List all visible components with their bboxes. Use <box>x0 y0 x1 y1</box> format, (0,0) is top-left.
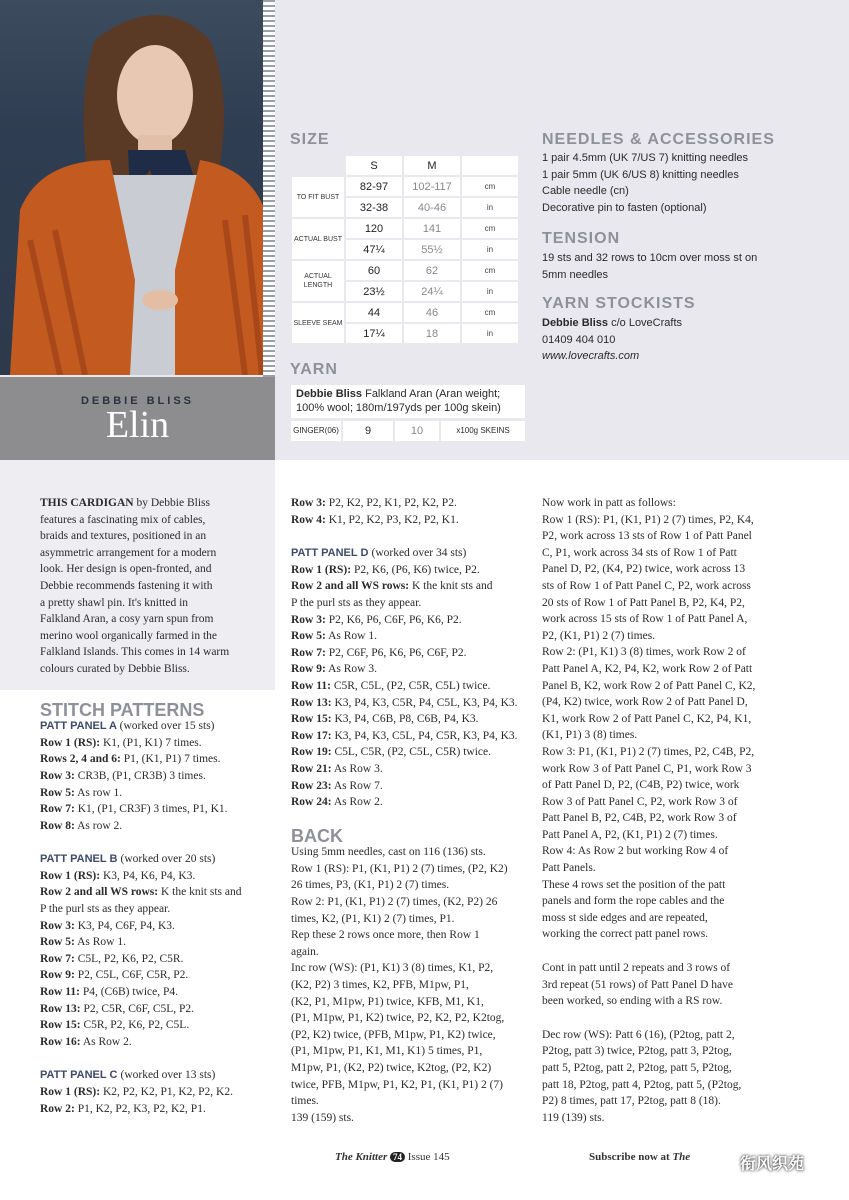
intro-line: look. Her design is open-fronted, and <box>40 563 212 576</box>
back-line: Inc row (WS): (P1, K1) 3 (8) times, K1, P2, <box>291 962 494 975</box>
pattern-row <box>40 1034 265 1051</box>
row-text: K3, P4, K6, P4, K3. <box>102 869 196 882</box>
back-line: twice, PFB, M1pw, P1, K2, P1, (K1, P1) 2 (7) <box>291 1078 504 1091</box>
row-text: K1, P2, K2, P3, K2, P2, K1. <box>328 513 459 526</box>
row-text: P1, (K1, P1) 7 times. <box>123 753 221 766</box>
row-label: Row 1 (RS): <box>40 736 101 749</box>
text-line: patt 5, P2tog, patt 2, P2tog, patt 5, P2tog, <box>542 1062 732 1074</box>
pattern-row <box>40 967 265 984</box>
text-line: work across 15 sts of Row 1 of Patt Panel A, <box>542 613 748 626</box>
text-line: Patt Panels. <box>542 862 596 875</box>
row-text: As Row 2. <box>333 796 383 809</box>
pattern-row <box>291 711 526 728</box>
panel-a-title <box>40 718 265 735</box>
size-table <box>290 154 520 345</box>
back-line: Row 2: P1, (K1, P1) 2 (7) times, (K2, P2) 26 <box>291 896 498 909</box>
tension-heading: TENSION <box>542 230 621 247</box>
text-line: working the correct patt panel rows. <box>542 928 709 941</box>
pattern-row <box>40 934 265 951</box>
text-line: C, P1, work across 34 sts of Row 1 of Patt <box>542 546 737 559</box>
text-line: panels and form the rope cables and the <box>542 895 725 908</box>
row-label: Row 15: <box>40 1019 81 1032</box>
row-text: P the purl sts as they appear. <box>291 596 422 609</box>
back-line: again. <box>291 945 319 958</box>
row-label: Row 5: <box>40 786 75 799</box>
text-line: Now work in patt as follows: <box>542 497 676 509</box>
row-text: K1, (P1, K1) 7 times. <box>102 736 202 749</box>
pattern-row <box>291 744 526 761</box>
pattern-row <box>291 761 526 778</box>
table-row <box>292 303 518 322</box>
row-label: Row 3: <box>291 497 326 509</box>
issue-number: Issue 145 <box>407 1151 450 1163</box>
text-line: (K1, P1) 3 (8) times. <box>542 729 638 742</box>
unit: cm <box>462 261 518 280</box>
back-line: (K2, P1, M1pw, P1) twice, KFB, M1, K1, <box>291 995 484 1008</box>
row-text: K2, P2, K2, P1, K2, P2, K2. <box>102 1086 233 1098</box>
intro-line: a pretty shawl pin. It's knitted in <box>40 596 189 609</box>
row-text: C5L, P2, K6, P2, C5R. <box>77 952 184 965</box>
row-label: Row 1 (RS): <box>40 1086 101 1098</box>
row-label: ACTUAL BUST <box>292 219 344 259</box>
row-label: Row 2 and all WS rows: <box>40 886 159 899</box>
text-line: Row 1 (RS): P1, (K1, P1) 2 (7) times, P2, K4, <box>542 513 754 526</box>
row-text: P1, K2, P2, K3, P2, K2, P1. <box>77 1102 206 1115</box>
row-label: Row 24: <box>291 796 332 809</box>
footer-subscribe <box>589 1151 690 1163</box>
back-line: times, K2, (P1, K1) 2 (7) times, P1. <box>291 912 455 925</box>
row-text: As Row 1. <box>328 630 377 643</box>
value-s: 17¼ <box>346 324 402 343</box>
row-label: Row 17: <box>291 729 332 742</box>
row-text: As Row 2. <box>82 1035 132 1048</box>
yarn-description <box>291 385 525 418</box>
size-col-m: M <box>404 156 460 175</box>
row-label: Row 8: <box>40 819 75 832</box>
back-line: 26 times, P3, (K1, P1) 2 (7) times. <box>291 879 450 892</box>
row-text: K the knit sts and <box>161 886 242 899</box>
row-label: Row 21: <box>291 762 332 775</box>
text-line: Panel B, K2, work Row 2 of Patt Panel C, K2, <box>542 679 756 692</box>
pattern-row <box>40 1017 265 1034</box>
table-row <box>292 261 518 280</box>
column-2 <box>291 495 526 1126</box>
row-label: Row 13: <box>40 1002 81 1015</box>
model-photo <box>0 0 273 375</box>
text-line: K1, work Row 2 of Patt Panel C, K2, P4, K1, <box>542 712 752 725</box>
pattern-row <box>40 868 265 885</box>
pattern-row <box>40 1001 265 1018</box>
magazine-name: The Knitter <box>335 1151 388 1163</box>
pattern-row <box>291 794 526 811</box>
row-text: P2, K6, (P6, K6) twice, P2. <box>353 563 480 576</box>
back-line: Using 5mm needles, cast on 116 (136) sts. <box>291 846 486 859</box>
pattern-row <box>40 884 265 901</box>
intro-line: features a fascinating mix of cables, <box>40 513 206 526</box>
unit: in <box>462 324 518 343</box>
value-m: 24¼ <box>404 282 460 301</box>
row-label: Row 15: <box>291 713 332 726</box>
value-s: 120 <box>346 219 402 238</box>
model-illustration <box>0 0 273 375</box>
text-line: of Patt Panel D, P2, (C4B, P2) twice, work <box>542 779 740 792</box>
pattern-row <box>40 918 265 935</box>
row-label: Row 19: <box>291 746 332 759</box>
subscribe-site: The <box>672 1151 691 1163</box>
panel-title: PATT PANEL A <box>40 720 117 733</box>
footer-magazine <box>335 1151 450 1163</box>
value-m: 18 <box>404 324 460 343</box>
pattern-row <box>40 901 265 918</box>
pattern-row <box>291 628 526 645</box>
row-text: C5R, P2, K6, P2, C5L. <box>83 1019 190 1032</box>
stitch-patterns-heading: STITCH PATTERNS <box>40 699 205 720</box>
needles-line: Cable needle (cn) <box>542 185 629 197</box>
panel-note: (worked over 13 sts) <box>120 1069 216 1082</box>
panel-note: (worked over 34 sts) <box>371 547 467 560</box>
panel-title: PATT PANEL B <box>40 853 118 866</box>
back-line: times. <box>291 1095 319 1108</box>
subscribe-text: Subscribe now at <box>589 1151 670 1163</box>
back-line: 139 (159) sts. <box>291 1111 354 1124</box>
panel-d-title <box>291 545 526 562</box>
row-label: ACTUAL LENGTH <box>292 261 344 301</box>
value-m: 40-46 <box>404 198 460 217</box>
tension-text: 19 sts and 32 rows to 10cm over moss st on 5mm needles <box>542 252 758 281</box>
row-label: Row 3: <box>40 769 75 782</box>
value-m: 46 <box>404 303 460 322</box>
row-label: Row 4: <box>291 513 326 526</box>
column-3 <box>542 495 782 1126</box>
value-m: 62 <box>404 261 460 280</box>
pattern-row <box>291 695 526 712</box>
value-s: 23½ <box>346 282 402 301</box>
row-text: K3, P4, C6F, P4, K3. <box>77 919 175 932</box>
row-text: K3, P4, C6B, P8, C6B, P4, K3. <box>334 713 479 726</box>
row-label: Row 23: <box>291 779 332 792</box>
back-line: Row 1 (RS): P1, (K1, P1) 2 (7) times, (P2, K2) <box>291 862 508 875</box>
pattern-row <box>40 785 265 802</box>
text-line: Row 3 of Patt Panel C, P2, work Row 3 of <box>542 795 738 808</box>
text-line: P2, work across 13 sts of Row 1 of Patt Panel <box>542 530 752 543</box>
row-label: Row 1 (RS): <box>291 563 352 576</box>
row-label: Row 7: <box>40 803 75 816</box>
stockists-heading: YARN STOCKISTS <box>542 295 696 312</box>
yarn-brand: Debbie Bliss <box>296 388 363 400</box>
row-text: As row 2. <box>77 819 123 832</box>
row-text: As Row 3. <box>333 762 383 775</box>
row-text: C5R, C5L, (P2, C5R, C5L) twice. <box>333 679 491 692</box>
value-m: 141 <box>404 219 460 238</box>
panel-b-title <box>40 851 265 868</box>
row-text: P2, C5R, C6F, C5L, P2. <box>83 1002 195 1015</box>
yarn-colour: GINGER(06) <box>291 421 341 441</box>
intro-line: Debbie recommends fastening it with <box>40 579 213 592</box>
text-line: Patt Panel A, P2, (K1, P1) 2 (7) times. <box>542 828 718 841</box>
size-table-header <box>292 156 518 175</box>
row-label: SLEEVE SEAM <box>292 303 344 343</box>
pattern-row <box>40 1084 265 1101</box>
unit-col <box>462 156 518 175</box>
value-s: 82-97 <box>346 177 402 196</box>
row-text: P the purl sts as they appear. <box>40 903 171 916</box>
text-line: Row 2: (P1, K1) 3 (8) times, work Row 2 of <box>542 646 746 659</box>
pattern-row <box>291 595 526 612</box>
unit: cm <box>462 303 518 322</box>
back-line: (P1, M1pw, P1, K1, M1, K1) 5 times, P1, <box>291 1045 483 1058</box>
yarn-qty-s: 9 <box>343 421 393 441</box>
stockist-name-rest: c/o LoveCrafts <box>611 317 683 329</box>
pattern-row <box>40 818 265 835</box>
row-label: Row 3: <box>40 919 75 932</box>
yarn-qty-m: 10 <box>395 421 439 441</box>
pattern-row <box>40 735 265 752</box>
row-label: TO FIT BUST <box>292 177 344 217</box>
row-text: P2, C6F, P6, K6, P6, C6F, P2. <box>328 646 467 659</box>
back-line: (P1, M1pw, P1, K2) twice, P2, K2, P2, K2tog, <box>291 1012 505 1025</box>
needles-line: 1 pair 5mm (UK 6/US 8) knitting needles <box>542 168 739 181</box>
text-line: Cont in patt until 2 repeats and 3 rows of <box>542 962 731 975</box>
value-m: 55½ <box>404 240 460 259</box>
stockist-name: Debbie Bliss <box>542 317 609 329</box>
pattern-row <box>291 661 526 678</box>
row-text: As row 1. <box>77 786 123 799</box>
text-line: (P4, K2) twice, work Row 2 of Patt Panel D, <box>542 696 748 709</box>
pattern-row <box>291 495 526 512</box>
needles-line: Decorative pin to fasten (optional) <box>542 201 707 214</box>
row-label: Row 9: <box>40 969 75 982</box>
unit: in <box>462 282 518 301</box>
row-label: Row 2 and all WS rows: <box>291 580 410 593</box>
pattern-row <box>291 578 526 595</box>
unit: cm <box>462 177 518 196</box>
stockist-website: www.lovecrafts.com <box>542 350 640 362</box>
text-line: Panel D, P2, (K4, P2) twice, work across 13 <box>542 563 746 576</box>
value-s: 44 <box>346 303 402 322</box>
text-line: Dec row (WS): Patt 6 (16), (P2tog, patt 2, <box>542 1028 735 1041</box>
unit: cm <box>462 219 518 238</box>
text-line: been worked, so ending with a RS row. <box>542 995 723 1008</box>
page-number: 74 <box>390 1152 405 1162</box>
unit: in <box>462 198 518 217</box>
back-line: M1pw, P1, (K2, P2) twice, K2tog, (P2, K2) <box>291 1062 492 1074</box>
pattern-row <box>291 678 526 695</box>
text-line: moss st side edges and are repeated, <box>542 911 708 924</box>
intro-text: by Debbie Bliss <box>136 497 210 509</box>
yarn-details: Falkland Aran (Aran weight; 100% wool; 180m/197yds per 100g skein) <box>296 388 501 414</box>
column-1 <box>40 495 265 1117</box>
pattern-row <box>291 612 526 629</box>
intro-line: braids and textures, positioned in an <box>40 530 207 543</box>
table-row <box>292 219 518 238</box>
row-text: K the knit sts and <box>412 580 493 593</box>
text-line: 119 (139) sts. <box>542 1111 605 1124</box>
watermark-logo: 衔风织苑 <box>740 1154 805 1173</box>
pattern-title: Elin <box>105 404 170 446</box>
intro-lead: THIS CARDIGAN <box>40 497 134 509</box>
value-s: 60 <box>346 261 402 280</box>
row-text: P2, K2, P2, K1, P2, K2, P2. <box>328 497 457 509</box>
text-line: 3rd repeat (51 rows) of Patt Panel D have <box>542 978 733 991</box>
stockists-info <box>542 315 772 365</box>
pattern-row <box>291 562 526 579</box>
stockist-phone: 01409 404 010 <box>542 333 616 346</box>
text-line: Patt Panel B, P2, C4B, P2, work Row 3 of <box>542 812 737 825</box>
back-line: (K2, P2) 3 times, K2, PFB, M1pw, P1, <box>291 979 469 992</box>
row-label: Row 13: <box>291 696 332 709</box>
pattern-row <box>40 768 265 785</box>
size-col-s: S <box>346 156 402 175</box>
row-label: Row 3: <box>291 613 326 626</box>
row-label: Row 11: <box>291 679 331 692</box>
pattern-row <box>291 728 526 745</box>
row-label: Row 9: <box>291 663 326 676</box>
size-heading: SIZE <box>290 131 330 148</box>
needles-heading: NEEDLES & ACCESSORIES <box>542 131 775 148</box>
row-label: Row 16: <box>40 1035 81 1048</box>
pattern-row <box>40 801 265 818</box>
intro-line: Falkland Aran, a cosy yarn spun from <box>40 613 214 626</box>
pattern-row <box>291 778 526 795</box>
needles-line: 1 pair 4.5mm (UK 7/US 7) knitting needles <box>542 152 749 164</box>
row-text: As Row 3. <box>328 663 377 676</box>
panel-note: (worked over 20 sts) <box>120 853 216 866</box>
back-line: (P2, K2) twice, (PFB, M1pw, P1, K2) twice, <box>291 1028 496 1041</box>
value-s: 47¼ <box>346 240 402 259</box>
text-line: patt 18, P2tog, patt 4, P2tog, patt 5, (P2tog, <box>542 1078 742 1091</box>
panel-title: PATT PANEL D <box>291 547 369 560</box>
pattern-row <box>291 512 526 529</box>
intro-line: Falkland Islands. This comes in 14 warm <box>40 646 230 659</box>
row-text: K3, P4, K3, C5L, P4, C5R, K3, P4, K3. <box>334 729 518 742</box>
back-heading: BACK <box>291 825 343 846</box>
row-text: As Row 1. <box>77 936 126 949</box>
yarn-heading: YARN <box>290 361 338 378</box>
text-line: P2, (K1, P1) 2 (7) times. <box>542 629 656 642</box>
back-line: Rep these 2 rows once more, then Row 1 <box>291 929 480 942</box>
value-m: 102-117 <box>404 177 460 196</box>
row-label: Row 11: <box>40 986 80 999</box>
value-s: 32-38 <box>346 198 402 217</box>
text-line: These 4 rows set the position of the patt <box>542 878 726 891</box>
row-text: P2, C5L, C6F, C5R, P2. <box>77 969 189 982</box>
title-block <box>0 377 275 460</box>
pattern-row <box>40 984 265 1001</box>
row-label: Row 1 (RS): <box>40 869 101 882</box>
yarn-unit: x100g SKEINS <box>441 421 525 441</box>
row-label: Row 5: <box>40 936 75 949</box>
panel-title: PATT PANEL C <box>40 1069 118 1082</box>
text-line: Patt Panel A, K2, P4, K2, work Row 2 of Patt <box>542 662 753 675</box>
pattern-row <box>40 951 265 968</box>
row-text: P2, K6, P6, C6F, P6, K6, P2. <box>328 613 462 626</box>
table-row <box>292 177 518 196</box>
unit: in <box>462 240 518 259</box>
intro-line: merino wool organically farmed in the <box>40 629 218 642</box>
text-line: Row 3: P1, (K1, P1) 2 (7) times, P2, C4B, P2, <box>542 745 755 758</box>
row-text: C5L, C5R, (P2, C5L, C5R) twice. <box>334 746 491 759</box>
row-text: P4, (C6B) twice, P4. <box>82 986 179 999</box>
intro-line <box>40 495 265 512</box>
designer-name: DEBBIE BLISS <box>80 395 194 407</box>
row-text: As Row 7. <box>333 779 383 792</box>
needles-list <box>542 150 772 216</box>
text-line: 20 sts of Row 1 of Patt Panel B, P2, K4, P2, <box>542 596 745 609</box>
row-label: Row 7: <box>291 646 326 659</box>
row-text: K3, P4, K3, C5R, P4, C5L, K3, P4, K3. <box>334 696 518 709</box>
text-line: sts of Row 1 of Patt Panel C, P2, work across <box>542 579 751 592</box>
row-label: Rows 2, 4 and 6: <box>40 753 121 766</box>
panel-note: (worked over 15 sts) <box>119 720 215 733</box>
row-text: K1, (P1, CR3F) 3 times, P1, K1. <box>77 803 228 816</box>
pattern-row <box>291 645 526 662</box>
row-label: Row 5: <box>291 630 326 643</box>
intro-line: colours curated by Debbie Bliss. <box>40 662 190 675</box>
blank-cell <box>292 156 344 175</box>
text-line: P2) 8 times, patt 17, P2tog, patt 8 (18). <box>542 1095 721 1108</box>
pattern-row <box>40 1101 265 1118</box>
panel-c-title <box>40 1067 265 1084</box>
intro-line: asymmetric arrangement for a modern <box>40 546 217 559</box>
row-label: Row 2: <box>40 1102 75 1115</box>
text-line: Row 4: As Row 2 but working Row 4 of <box>542 845 729 858</box>
text-line: P2tog, patt 3) twice, P2tog, patt 3, P2tog, <box>542 1045 732 1058</box>
row-label: Row 7: <box>40 952 75 965</box>
row-text: CR3B, (P1, CR3B) 3 times. <box>77 769 206 782</box>
pattern-row <box>40 751 265 768</box>
stockist-name-line <box>542 315 772 332</box>
text-line: work Row 3 of Patt Panel C, P1, work Row 3 <box>542 762 752 775</box>
